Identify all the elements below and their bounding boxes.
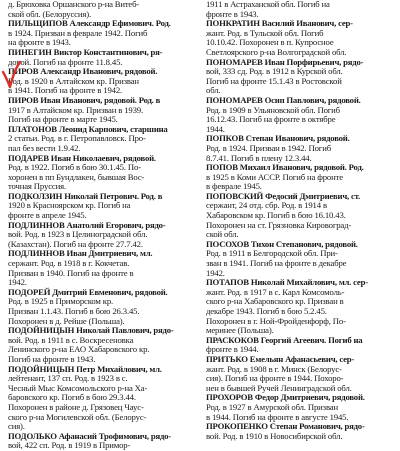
entry-line: Род. в 1924. Призван в 1942. Погиб bbox=[206, 142, 331, 153]
entry-line: ПОПКОВ Степан Иванович, рядовой. bbox=[206, 133, 350, 144]
memorial-entry bbox=[8, 432, 192, 451]
entry-line: Похоронен в д. Рейше (Польша). bbox=[8, 315, 125, 326]
entry-line: 16.12.43. Погиб на фронте в октябре bbox=[206, 114, 336, 125]
entry-line: ПОПОВ Михаил Иванович, рядовой. Род. bbox=[206, 162, 364, 173]
entry-line: нен в бывшей Ручей Ленинградской обл. bbox=[206, 382, 352, 393]
entry-line: жант. Род. в 1917 в с. Карл Комсомоль- bbox=[206, 286, 345, 297]
entry-line: Призван 1.1.43. Погиб в бою 26.3.45. bbox=[8, 306, 140, 316]
entry-line: 1944. bbox=[206, 123, 225, 134]
entry-line: хоронен в пп Бундлакен, бывшая Вос- bbox=[8, 171, 145, 182]
entry-line: ского р-на Могилевской обл. (Белорус- bbox=[8, 411, 147, 422]
entry-line: Род. в 1911 в Белгородской обл. При- bbox=[206, 248, 338, 259]
memorial-entry bbox=[8, 125, 192, 154]
entry-line: ПОТАПОВ Николай Михайлович, мл. сер- bbox=[206, 277, 368, 288]
entry-line: ПОДАРЕВ Иван Николаевич, рядовой. bbox=[8, 152, 156, 163]
memorial-entry bbox=[206, 134, 394, 163]
memorial-entry bbox=[206, 422, 394, 441]
entry-line: ПРАСКОКОВ Георгий Агеевич. Погиб на bbox=[206, 334, 363, 345]
entry-line: д. Брюховка Оршанского р-на Витеб- bbox=[8, 0, 139, 9]
memorial-entry bbox=[8, 288, 192, 326]
entry-line: ской обл. (Белоруссия). bbox=[8, 8, 91, 19]
entry-line: сержант. Род. в 1918 в г. Кокчетав. bbox=[8, 258, 130, 269]
memorial-entry bbox=[206, 336, 394, 355]
memorial-entry bbox=[8, 0, 192, 19]
entry-line: ПРОКОПЕНКО Степан Романович, рядо- bbox=[206, 421, 365, 432]
memorial-entry bbox=[8, 48, 192, 67]
entry-line: Погиб на фронте 15.1.43 в Ростовской bbox=[206, 75, 342, 86]
memorial-entry bbox=[206, 58, 394, 96]
entry-line: жант. Род. в Тульской обл. Погиб bbox=[206, 27, 324, 38]
entry-line: ского р-на Хабаровского кр. Призван в bbox=[206, 296, 344, 307]
memorial-entry bbox=[8, 249, 192, 287]
entry-line: 1917 в Алтайском кр. Призван в 1939. bbox=[8, 104, 144, 115]
entry-line: Хабаровском кр. Погиб в бою 16.10.43. bbox=[206, 210, 346, 221]
memorial-entry bbox=[206, 240, 394, 278]
memorial-entry bbox=[206, 355, 394, 393]
memorial-entry bbox=[206, 192, 394, 240]
entry-line: фронте в апреле 1945. bbox=[8, 210, 87, 221]
memorial-entry bbox=[8, 19, 192, 48]
entry-line: Светлоярского р-на Волгоградской обл. bbox=[206, 46, 347, 57]
memorial-entry bbox=[8, 154, 192, 192]
entry-line: Ленинского р-на ЕАО Хабаровского кр. bbox=[8, 344, 150, 355]
entry-line: в 1924. Призван в феврале 1942. Погиб bbox=[8, 27, 148, 38]
entry-line: 10.10.42. Похоронен в п. Купросное bbox=[206, 37, 334, 48]
entry-line: ПОДОЙНИЦЫН Николай Павлович, рядо- bbox=[8, 325, 174, 336]
memorial-entry bbox=[206, 96, 394, 134]
entry-line: вой, 333 сд. Род. в 1912 в Курской обл. bbox=[206, 66, 343, 77]
entry-line: в 1941. Погиб на фронте в 1942. bbox=[8, 85, 123, 96]
entry-line: вой. Род. в 1911 в с. Воскресеновка bbox=[8, 334, 134, 345]
entry-line: ПИНЕГИН Виктор Константинович, ря- bbox=[8, 46, 163, 57]
entry-line: ПОДКОЛЗИН Николай Петрович. Род. в bbox=[8, 190, 163, 201]
memorial-entry bbox=[8, 365, 192, 432]
memorial-entry bbox=[206, 163, 394, 192]
entry-line: сержант, 24 отд. сбр. Род. в 1914 в bbox=[206, 200, 327, 211]
entry-line: 1942. bbox=[206, 267, 225, 278]
entry-line: 2 статьи. Род. в г. Петропавловск. Про- bbox=[8, 133, 146, 144]
entry-line: в 1925 в Коми АССР. Погиб на фронте bbox=[206, 171, 343, 182]
entry-line: Род. в 1927 в Амурской обл. Призван bbox=[206, 401, 338, 412]
entry-line: 1920 в Красноярском кр. Погиб на bbox=[8, 200, 131, 211]
entry-line: Чесный Мыс Комсомольского р-на Ха- bbox=[8, 382, 148, 393]
entry-line: ПРОХОРОВ Федор Дмитриевич, рядовой. bbox=[206, 392, 365, 403]
entry-line: пал без вести 1.9.42. bbox=[8, 142, 81, 153]
entry-line: в феврале 1945. bbox=[206, 181, 262, 192]
entry-line: Похоронен в районе д. Грязовец Чаус- bbox=[8, 401, 144, 412]
memorial-entry bbox=[206, 0, 394, 19]
entry-line: вой. Род. в 1910 в Новосибирской обл. bbox=[206, 430, 343, 441]
entry-line: фронте в 1944. bbox=[206, 344, 259, 355]
entry-line: в 1944. Погиб на фронте в августе 1945. bbox=[206, 411, 349, 422]
memorial-entry bbox=[8, 96, 192, 125]
memorial-entry bbox=[206, 393, 394, 422]
entry-line: ПОПОВСКИЙ Федосий Дмитриевич, ст. bbox=[206, 190, 361, 201]
memorial-entry bbox=[206, 19, 394, 57]
handwritten-checkmark-icon bbox=[0, 60, 22, 90]
entry-line: на фронте в 1943. bbox=[8, 37, 71, 48]
entry-line: Род. в 1922. Погиб в бою 30.1.45. По- bbox=[8, 162, 141, 173]
entry-line: Похоронен в г. Ной-Фройденфорф, По- bbox=[206, 315, 346, 326]
entry-line: ПИРОВ Александр Иванович, рядовой. bbox=[8, 66, 158, 77]
entry-line: ПОСОХОВ Тихон Степанович, рядовой. bbox=[206, 238, 358, 249]
entry-line: жант. Род. в 1908 в г. Минск (Белорус- bbox=[206, 363, 342, 374]
entry-line: сия). bbox=[8, 421, 25, 432]
memorial-entry bbox=[8, 192, 192, 221]
entry-line: ПЛАТОНОВ Леонид Карпович, старшина bbox=[8, 123, 168, 134]
entry-line: Погиб на фронте в марте 1945. bbox=[8, 114, 118, 125]
right-column bbox=[206, 0, 394, 441]
entry-line: ПОДЛИННОВ Анатолий Егорович, рядо- bbox=[8, 219, 166, 230]
memorial-entry bbox=[8, 326, 192, 364]
entry-line: фронте в 1943. bbox=[206, 8, 259, 19]
entry-line: точная Пруссия. bbox=[8, 181, 66, 192]
entry-line: ПОНОМАРЕВ Иван Порфирьевич, рядо- bbox=[206, 56, 364, 67]
entry-line: ПОДОРЕЙ Дмитрий Евменович, рядовой. bbox=[8, 286, 168, 297]
entry-line: (Казахстан). Погиб на фронте 27.7.42. bbox=[8, 238, 143, 249]
entry-line: ПОДОЛЬКО Афанасий Трофимович, рядо- bbox=[8, 430, 171, 441]
entry-line: Похоронен на ст. Грязновка Кировоград- bbox=[206, 219, 352, 230]
entry-line: Род. в 1909 в Ульяновской обл. Погиб bbox=[206, 104, 340, 115]
entry-line: 1942. bbox=[8, 277, 27, 288]
left-column bbox=[8, 0, 192, 451]
entry-line: Род. в 1925 в Приморском кр. bbox=[8, 296, 114, 307]
entry-line: ПИРОВ Иван Иванович, рядовой. Род. в bbox=[8, 94, 161, 105]
memorial-entry bbox=[8, 221, 192, 250]
entry-line: ПОНОМАРЕВ Осип Павлович, рядовой. bbox=[206, 94, 361, 105]
entry-line: декабре 1943. Погиб в бою 5.2.45. bbox=[206, 306, 327, 316]
entry-line: ПИЛЬЩИПОВ Александр Ефимович. Род. bbox=[8, 18, 171, 29]
entry-line: сия). Погиб на фронте в 1944. Похоро- bbox=[206, 373, 344, 384]
entry-line: лейтенант, 137 сп. Род. в 1923 в с. bbox=[8, 373, 128, 384]
entry-line: зван в 1941. Погиб на фронте в декабре bbox=[206, 258, 347, 269]
entry-line: меринее (Польша). bbox=[206, 325, 274, 336]
entry-line: ПОНКРАТИН Василий Иванович, сер- bbox=[206, 18, 353, 29]
entry-line: Род. в 1920 в Алтайском кр. Призван bbox=[8, 75, 139, 86]
entry-line: Погиб на фронте в 1943. bbox=[8, 353, 96, 364]
entry-line: ПРИТЬКО Емельян Афанасьевич, сер- bbox=[206, 353, 355, 364]
entry-line: вой. Род. в 1923 в Целиноградской обл. bbox=[8, 229, 148, 240]
entry-line: 1911 в Астраханской обл. Погиб на bbox=[206, 0, 330, 9]
entry-line: баровского кр. Погиб в бою 29.3.44. bbox=[8, 392, 136, 403]
memorial-entry bbox=[206, 278, 394, 336]
entry-line: вой, 422 сп. Род. в 1919 в Примор- bbox=[8, 440, 131, 451]
entry-line: 8.7.41. Погиб в плену 12.3.44. bbox=[206, 152, 312, 163]
entry-line: Призван в 1940. Погиб на фронте в bbox=[8, 267, 134, 278]
entry-line: ской обл. bbox=[206, 229, 239, 240]
entry-line: довой. Погиб на фронте 11.8.45. bbox=[8, 56, 123, 67]
memorial-entry bbox=[8, 67, 192, 96]
entry-line: ПОДОЙНИЦЫН Петр Михайлович, мл. bbox=[8, 363, 162, 374]
entry-line: обл. bbox=[206, 85, 221, 96]
entry-line: ПОДЛИННОВ Иван Дмитриевич, мл. bbox=[8, 248, 153, 259]
